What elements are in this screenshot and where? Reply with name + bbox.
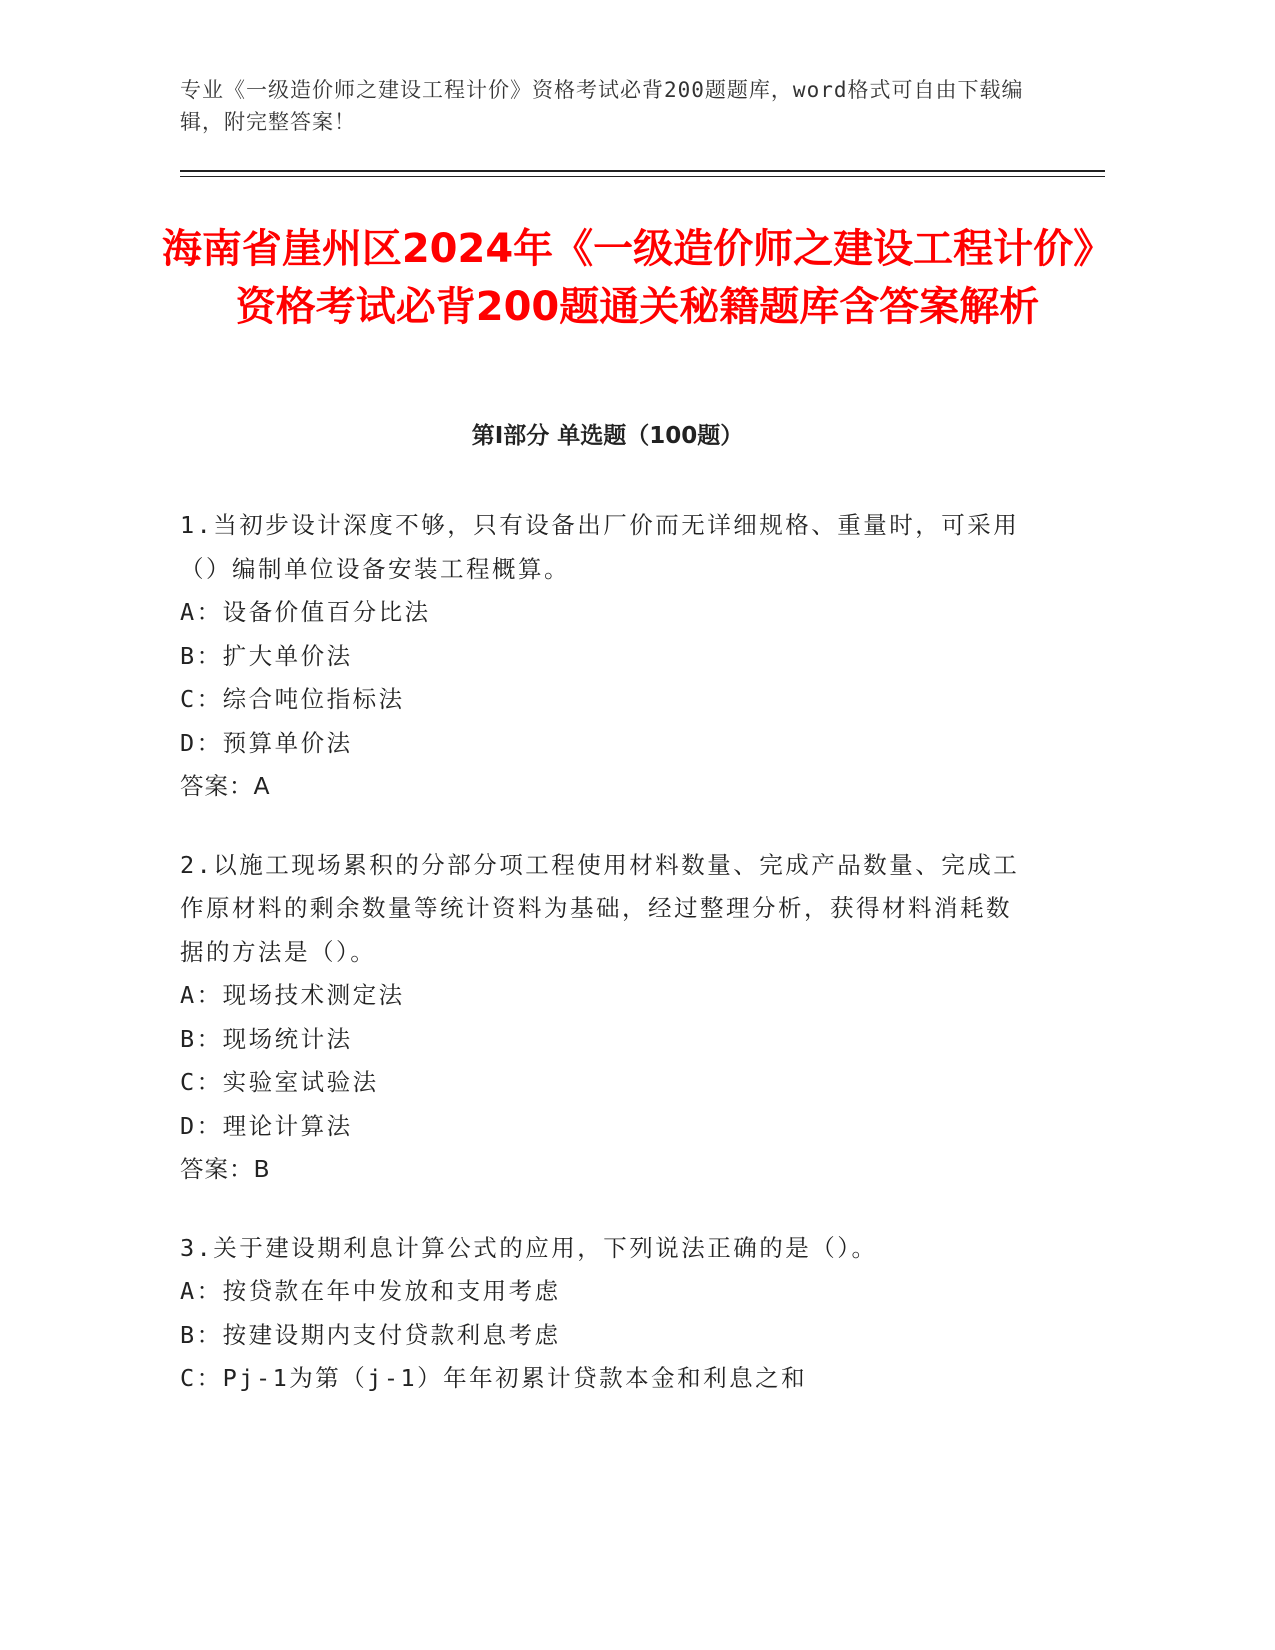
option-c: C：实验室试验法 (180, 1068, 379, 1096)
option-c: C：综合吨位指标法 (180, 685, 405, 713)
option-b: B：按建设期内支付贷款利息考虑 (180, 1320, 561, 1349)
option-d: D：理论计算法 (180, 1111, 353, 1140)
option-a: A：设备价值百分比法 (180, 598, 431, 626)
option-b: B：现场统计法 (180, 1024, 353, 1053)
header-divider-thick (180, 170, 1105, 172)
answer-line: 答案：B (180, 1155, 271, 1183)
header-divider-thin (180, 176, 1105, 177)
option-d: D：预算单价法 (180, 728, 353, 757)
option-b: B：扩大单价法 (180, 641, 353, 670)
question-3 (180, 1227, 1030, 1401)
answer-line: 答案：A (180, 772, 271, 800)
header-note: 专业《一级造价师之建设工程计价》资格考试必背200题题库，word格式可自由下载编辑，附完整答案！ (180, 78, 1024, 134)
option-c: C：Pj-1为第（j-1）年年初累计贷款本金和利息之和 (180, 1364, 808, 1392)
option-a: A：按贷款在年中发放和支用考虑 (180, 1277, 561, 1305)
question-list (180, 504, 1030, 1436)
question-2 (180, 844, 1030, 1192)
question-1 (180, 504, 1030, 809)
option-a: A：现场技术测定法 (180, 981, 405, 1009)
section-heading: 第Ⅰ部分 单选题（100题） (471, 423, 744, 449)
document-title: 海南省崖州区2024年《一级造价师之建设工程计价》资格考试必背200题通关秘籍题库含答案解析 (161, 226, 1114, 330)
question-stem: 2.以施工现场累积的分部分项工程使用材料数量、完成产品数量、完成工作原材料的剩余数量等统计资料为基础，经过整理分析，获得材料消耗数据的方法是（）。 (180, 850, 1020, 966)
question-stem: 3.关于建设期利息计算公式的应用，下列说法正确的是（）。 (180, 1233, 878, 1262)
question-stem: 1.当初步设计深度不够，只有设备出厂价而无详细规格、重量时，可采用（）编制单位设备安装工程概算。 (180, 511, 1020, 583)
